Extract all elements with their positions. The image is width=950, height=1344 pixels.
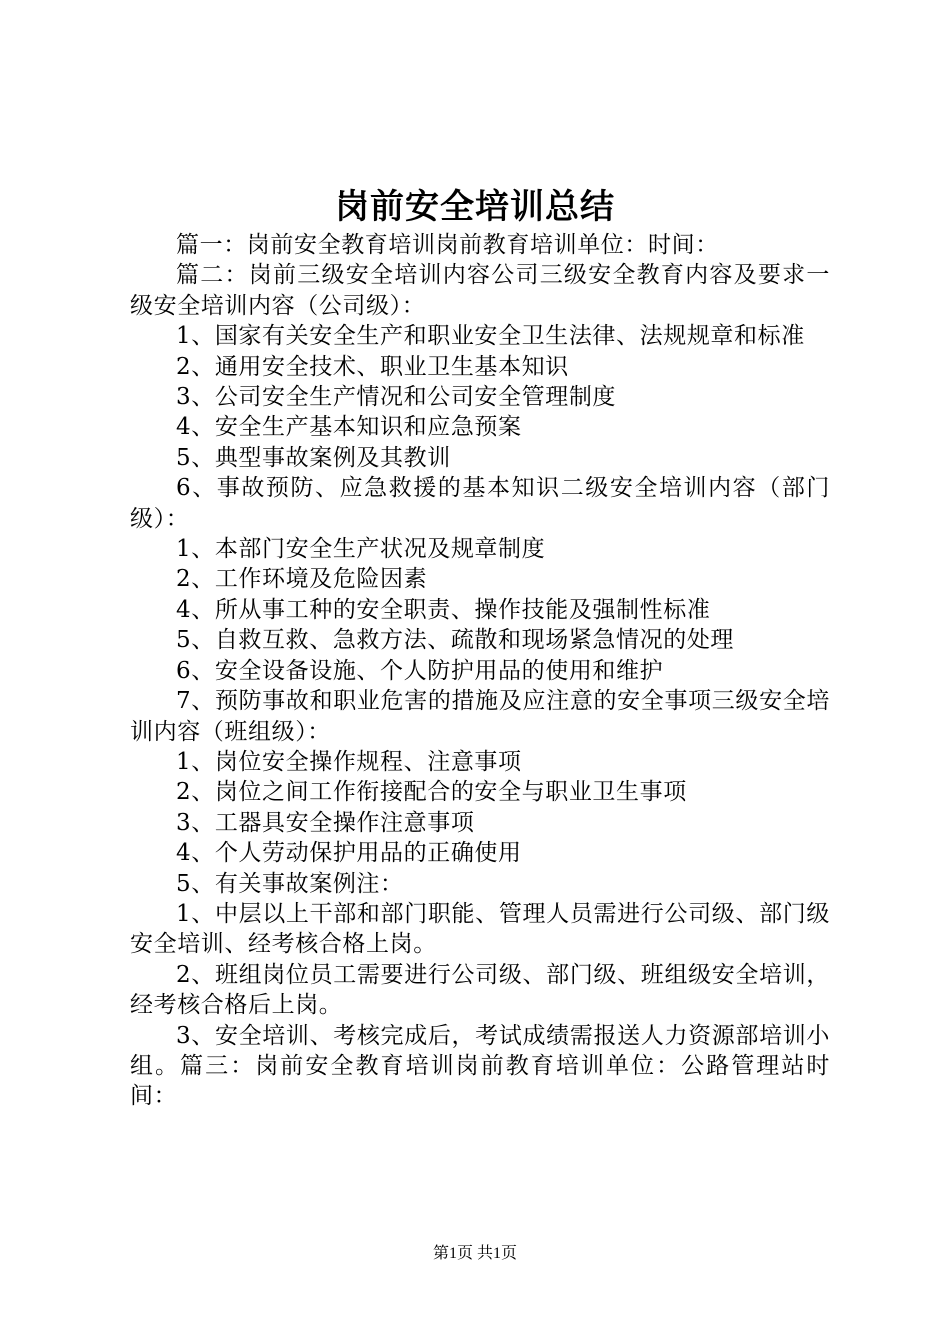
paragraph: 4、所从事工种的安全职责、操作技能及强制性标准 bbox=[176, 596, 711, 623]
paragraph: 3、公司安全生产情况和公司安全管理制度 bbox=[176, 384, 617, 411]
paragraph: 2、班组岗位员工需要进行公司级、部门级、班组级安全培训，经考核合格后上岗。 bbox=[130, 961, 830, 1019]
paragraph: 5、典型事故案例及其教训 bbox=[176, 444, 451, 471]
paragraph: 4、个人劳动保护用品的正确使用 bbox=[176, 840, 522, 867]
paragraph: 1、岗位安全操作规程、注意事项 bbox=[176, 748, 522, 775]
paragraph: 篇二：岗前三级安全培训内容公司三级安全教育内容及要求一级安全培训内容（公司级）： bbox=[130, 262, 830, 319]
paragraph: 2、通用安全技术、职业卫生基本知识 bbox=[176, 353, 569, 380]
paragraph: 1、国家有关安全生产和职业安全卫生法律、法规规章和标准 bbox=[176, 323, 805, 350]
paragraph: 篇一：岗前安全教育培训岗前教育培训单位：时间： bbox=[176, 232, 719, 258]
paragraph: 2、工作环境及危险因素 bbox=[176, 566, 428, 593]
paragraph: 4、安全生产基本知识和应急预案 bbox=[176, 414, 522, 441]
paragraph: 1、本部门安全生产状况及规章制度 bbox=[176, 536, 546, 563]
page-footer: 第1页 共1页 bbox=[432, 1245, 517, 1262]
paragraph: 3、工器具安全操作注意事项 bbox=[176, 809, 475, 836]
paragraph: 6、事故预防、应急救援的基本知识二级安全培训内容（部门级）： bbox=[130, 475, 830, 532]
document-title: 岗前安全培训总结 bbox=[335, 187, 615, 227]
paragraph: 5、自救互救、急救方法、疏散和现场紧急情况的处理 bbox=[176, 627, 735, 654]
paragraph: 2、岗位之间工作衔接配合的安全与职业卫生事项 bbox=[176, 779, 687, 806]
paragraph: 6、安全设备设施、个人防护用品的使用和维护 bbox=[176, 657, 664, 684]
paragraph: 1、中层以上干部和部门职能、管理人员需进行公司级、部门级安全培训、经考核合格上岗。 bbox=[130, 900, 830, 958]
paragraph: 5、有关事故案例注： bbox=[176, 870, 404, 897]
document-body bbox=[130, 230, 830, 1112]
paragraph: 3、安全培训、考核完成后，考试成绩需报送人力资源部培训小组。篇三：岗前安全教育培训岗前教育培训单位：公路管理站时间： bbox=[130, 1022, 830, 1110]
paragraph: 7、预防事故和职业危害的措施及应注意的安全事项三级安全培训内容（班组级）： bbox=[130, 688, 830, 745]
